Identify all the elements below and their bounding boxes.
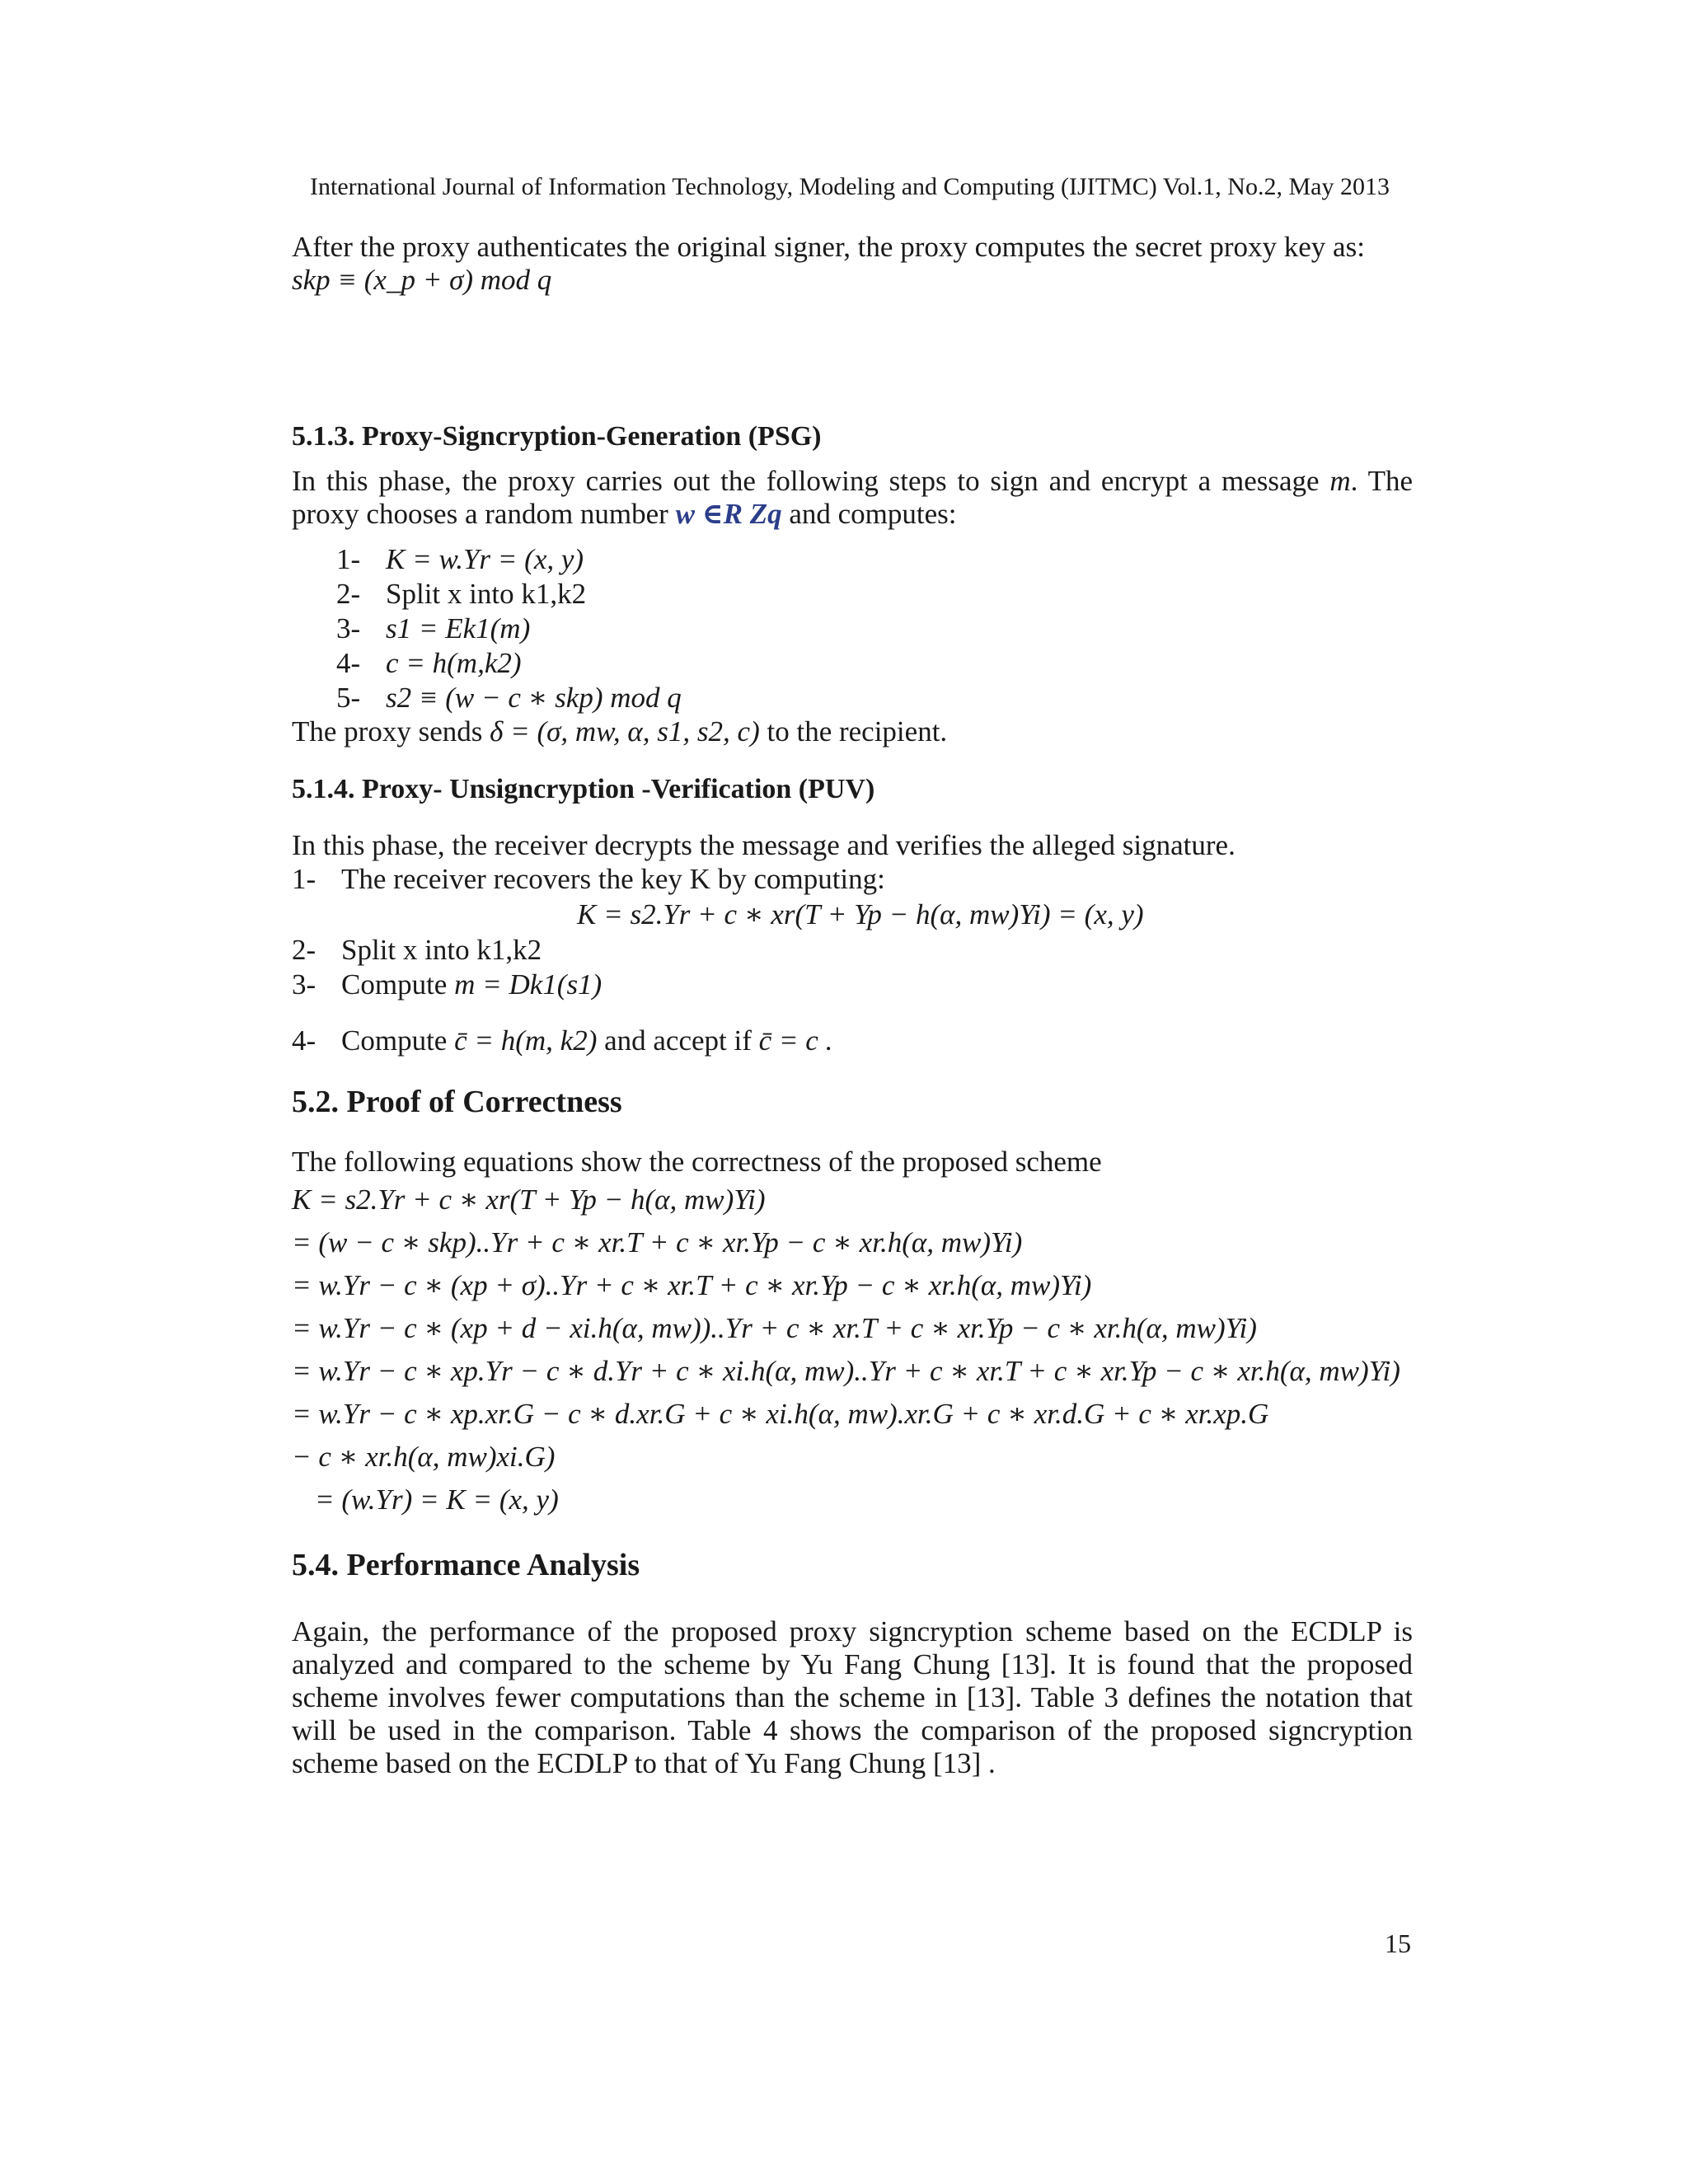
intro-text: After the proxy authenticates the original signer, the proxy computes the secret proxy key as: [292, 231, 1365, 263]
psg-paragraph: In this phase, the proxy carries out the following steps to sign and encrypt a message m. The proxy chooses a random number w ∈R Zq and computes: [292, 465, 1413, 530]
proof-equations [292, 1179, 1413, 1521]
proof-line: = w.Yr − c ∗ xp.Yr − c ∗ d.Yr + c ∗ xi.h(α, mw)..Yr + c ∗ xr.T + c ∗ xr.Yp − c ∗ xr.h(α, mw)Yi) [292, 1355, 1400, 1387]
list-item: 3- s1 = Ek1(m) [336, 612, 531, 644]
puv-heading: 5.1.4. Proxy- Unsigncryption -Verification (PUV) [292, 774, 875, 804]
proof-line: K = s2.Yr + c ∗ xr(T + Yp − h(α, mw)Yi) [292, 1183, 766, 1216]
proof-line: = w.Yr − c ∗ (xp + σ)..Yr + c ∗ xr.T + c ∗ xr.Yp − c ∗ xr.h(α, mw)Yi) [292, 1269, 1092, 1301]
list-item: 5- s2 ≡ (w − c ∗ skp) mod q [336, 682, 682, 714]
performance-heading: 5.4. Performance Analysis [292, 1548, 640, 1582]
key-recovery-equation: K = s2.Yr + c ∗ xr(T + Yp − h(α, mw)Yi) = (x, y) [577, 898, 1144, 930]
list-item: 4- c = h(m,k2) [336, 647, 522, 679]
page-body [292, 231, 1413, 1780]
proof-line: = (w − c ∗ skp)..Yr + c ∗ xr.T + c ∗ xr.Yp − c ∗ xr.h(α, mw)Yi) [292, 1226, 1023, 1258]
intro-paragraph [292, 231, 1413, 297]
proof-line: = w.Yr − c ∗ (xp + d − xi.h(α, mw))..Yr + c ∗ xr.T + c ∗ xr.Yp − c ∗ xr.h(α, mw)Yi) [292, 1312, 1257, 1344]
secret-key-formula: skp ≡ (x_p + σ) mod q [292, 264, 552, 296]
proof-line: = (w.Yr) = K = (x, y) [315, 1483, 559, 1516]
page-number: 15 [1385, 1929, 1411, 1958]
list-item: 1- K = w.Yr = (x, y) [336, 543, 584, 575]
puv-step-1: 1- The receiver recovers the key K by computing: [292, 863, 885, 895]
random-number-symbol: w ∈R Zq [675, 498, 782, 530]
proof-intro: The following equations show the correctness of the proposed scheme [292, 1146, 1102, 1178]
proxy-sends-line: The proxy sends δ = (σ, mw, α, s1, s2, c) to the recipient. [292, 715, 948, 748]
puv-intro: In this phase, the receiver decrypts the message and verifies the alleged signature. [292, 829, 1236, 861]
performance-paragraph: Again, the performance of the proposed proxy signcryption scheme based on the ECDLP is analyzed and compared to the scheme by Yu Fang Chung [13]. It is found that the proposed scheme involves fewer computations than the scheme in [13]. Table 3 defines the notation that will be used in the comparison. Table 4 shows the comparison of the proposed signcryption scheme based on the ECDLP to that of Yu Fang Chung [13] . [292, 1615, 1413, 1779]
proof-heading: 5.2. Proof of Correctness [292, 1085, 622, 1119]
psg-heading: 5.1.3. Proxy-Signcryption-Generation (PSG) [292, 421, 822, 452]
proof-line: − c ∗ xr.h(α, mw)xi.G) [292, 1441, 556, 1473]
psg-steps [292, 542, 1413, 715]
list-item: 2- Split x into k1,k2 [336, 578, 587, 610]
puv-step-2: 2- Split x into k1,k2 [292, 934, 542, 966]
puv-step-4: 4- Compute c̄ = h(m, k2) and accept if c̄ = c . [292, 1024, 833, 1057]
puv-step-3: 3- Compute m = Dk1(s1) [292, 968, 603, 1001]
proof-line: = w.Yr − c ∗ xp.xr.G − c ∗ d.xr.G + c ∗ xi.h(α, mw).xr.G + c ∗ xr.d.G + c ∗ xr.xp.G [292, 1398, 1269, 1430]
running-header: International Journal of Information Technology, Modeling and Computing (IJITMC) Vol.1, No.2, May 2013 [310, 173, 1390, 200]
